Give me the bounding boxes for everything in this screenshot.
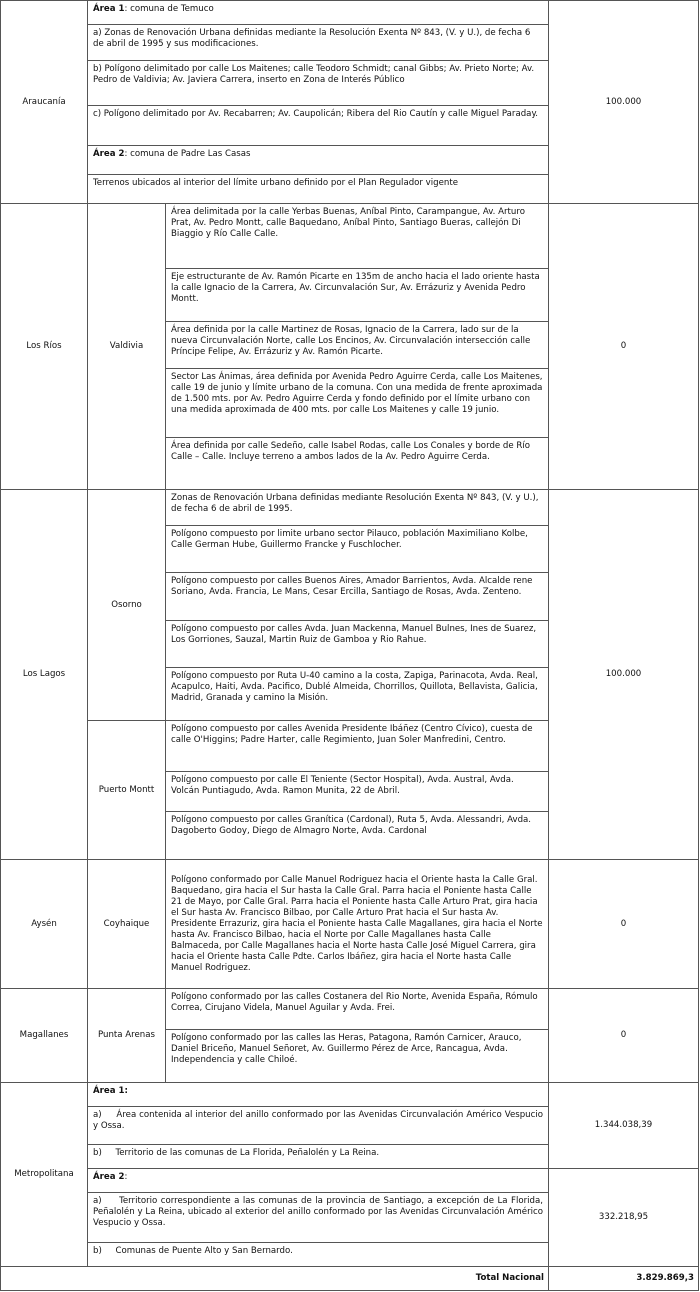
comuna-name xyxy=(87,203,166,490)
area-description xyxy=(165,988,549,1030)
cell-text: Los Ríos xyxy=(26,341,62,351)
area-label: Área 1: xyxy=(93,1086,128,1096)
area-description xyxy=(165,321,549,369)
cell-text: 0 xyxy=(620,918,627,929)
area-description xyxy=(165,572,549,621)
area-description xyxy=(87,1168,549,1193)
comuna-name xyxy=(87,859,166,989)
cell-text: Polígono compuesto por calles Buenos Aires, Amador Barrientos, Avda. Alcalde rene Soriano, Avda. Francia, Le Mans, Cesar Ercilla, Santiago de Rosas, Avda. Zenteno. xyxy=(171,576,533,597)
area-description xyxy=(87,0,549,25)
cell-text: Polígono conformado por las calles las Heras, Patagona, Ramón Carnicer, Arauco, Daniel Briceño, Manuel Señoret, Av. Guillermo Pérez de Arce, Rancagua, Avda. Independencia y calle Chiloé. xyxy=(171,1033,522,1065)
area-description xyxy=(165,368,549,438)
cell-text: Polígono compuesto por calle El Teniente (Sector Hospital), Avda. Austral, Avda. Volcán Puntiagudo, Avda. Ramon Munita, 22 de Abril. xyxy=(171,775,514,796)
cell-text: Área definida por calle Sedeño, calle Isabel Rodas, calle Los Conales y borde de Río Calle – Calle. Incluye terreno a ambos lados de la Av. Pedro Aguirre Cerda. xyxy=(171,441,531,462)
cell-text: Osorno xyxy=(111,599,142,610)
area-description xyxy=(87,1144,549,1169)
area-description xyxy=(87,174,549,205)
region-name xyxy=(0,1082,88,1267)
area-description xyxy=(87,1192,549,1243)
cell-text: 0 xyxy=(620,1030,627,1040)
cell-text: Total Nacional xyxy=(475,1273,544,1283)
cell-text: : comuna de Temuco xyxy=(124,4,214,14)
cell-text: Los Lagos xyxy=(22,669,66,679)
cell-text: a) Territorio correspondiente a las comunas de la provincia de Santiago, a excepción de La Florida, Peñalolén y La Reina, ubicado al exterior del anillo conformado por las Avenidas Circunvalación Américo Vespucio y Ossa. xyxy=(93,1196,546,1228)
region-value xyxy=(548,1082,699,1169)
cell-text: Terrenos ubicados al interior del límite urbano definido por el Plan Regulador vigente xyxy=(93,178,459,188)
region-value xyxy=(548,988,699,1083)
cell-text: Aysén xyxy=(31,918,57,929)
cell-text: : xyxy=(124,1172,128,1182)
area-description xyxy=(87,1106,549,1145)
cell-text: : comuna de Padre Las Casas xyxy=(124,149,251,159)
cell-text: Polígono compuesto por limite urbano sector Pilauco, población Maximiliano Kolbe, Calle German Hube, Guillermo Francke y Fuschlocher. xyxy=(171,529,528,550)
area-description xyxy=(87,1082,549,1107)
area-description xyxy=(87,1242,549,1268)
cell-text: Valdivia xyxy=(109,341,144,351)
cell-text: Metropolitana xyxy=(14,1169,74,1179)
region-value xyxy=(548,859,699,989)
cell-text: b) Polígono delimitado por calle Los Maitenes; calle Teodoro Schmidt; canal Gibbs; Av. Prieto Norte; Av. Pedro de Valdivia; Av. Javiera Carrera, inserto en Zona de Interés Público xyxy=(93,64,535,85)
cell-text: Magallanes xyxy=(19,1030,69,1040)
region-name xyxy=(0,859,88,989)
area-description xyxy=(165,620,549,668)
region-value xyxy=(548,489,699,860)
region-name xyxy=(0,489,88,860)
cell-text: Polígono conformado por las calles Costanera del Rio Norte, Avenida España, Rómulo Correa, Cirujano Videla, Manuel Aguilar y Avda. Frei. xyxy=(171,992,538,1013)
cell-text: Coyhaique xyxy=(103,918,150,929)
cell-text: Sector Las Ánimas, área definida por Avenida Pedro Aguirre Cerda, calle Los Maitenes, calle 19 de junio y límite urbano de la comuna. Con una medida de frente aproximada de 1.500 mts. por Av. Pedro Aguirre Cerda y fondo definido por el límite urbano con una medida aproximada de 400 mts. por calle Los Maitenes y calle 19 junio. xyxy=(171,372,543,415)
area-description xyxy=(165,268,549,322)
region-value xyxy=(548,1168,699,1267)
cell-text: a) Zonas de Renovación Urbana definidas mediante la Resolución Exenta Nº 843, (V. y U.), de fecha 6 de abril de 1995 y sus modificaciones. xyxy=(93,28,531,49)
cell-text: 3.829.869,3 xyxy=(636,1273,694,1283)
area-description xyxy=(87,105,549,146)
area-description xyxy=(87,145,549,175)
cell-text: Polígono compuesto por Ruta U-40 camino a la costa, Zapiga, Parinacota, Avda. Real, Acapulco, Haiti, Avda. Pacifico, Dublé Almeida, Chorrillos, Quillota, Bellavista, Galicia, Madrid, Granada y camino la Misión. xyxy=(171,671,538,703)
area-description xyxy=(165,667,549,722)
area-description xyxy=(165,720,549,772)
total-value xyxy=(548,1266,699,1291)
cell-text: b) Territorio de las comunas de La Florida, Peñalolén y La Reina. xyxy=(93,1148,380,1158)
cell-text: a) Área contenida al interior del anillo conformado por las Avenidas Circunvalación Américo Vespucio y Ossa. xyxy=(93,1110,546,1131)
region-name xyxy=(0,0,88,204)
cell-text: Polígono compuesto por calles Avda. Juan Mackenna, Manuel Bulnes, Ines de Suarez, Los Gorriones, Sauzal, Martin Ruiz de Gamboa y Rio Rahue. xyxy=(171,624,537,645)
area-description xyxy=(165,437,549,491)
cell-text: c) Polígono delimitado por Av. Recabarren; Av. Caupolicán; Ribera del Rio Cautín y calle Miguel Paraday. xyxy=(93,109,539,119)
area-description xyxy=(165,489,549,526)
cell-text: Área delimitada por la calle Yerbas Buenas, Aníbal Pinto, Carampangue, Av. Arturo Prat, Av. Pedro Montt, calle Baquedano, Aníbal Pinto, Santiago Bueras, callejón Di Biaggio y Río Calle Calle. xyxy=(171,207,525,239)
comuna-name xyxy=(87,489,166,721)
cell-text: Punta Arenas xyxy=(98,1030,155,1040)
region-name xyxy=(0,203,88,490)
total-label xyxy=(0,1266,549,1291)
cell-text: 0 xyxy=(620,341,627,351)
cell-text: Eje estructurante de Av. Ramón Picarte en 135m de ancho hacia el lado oriente hasta la calle Ignacio de la Carrera, Av. Circunvalación Sur, Av. Errázuriz y Avenida Pedro Montt. xyxy=(171,272,540,304)
region-name xyxy=(0,988,88,1083)
area-description xyxy=(87,24,549,61)
cell-text: Puerto Montt xyxy=(98,784,155,795)
area-description xyxy=(165,203,549,269)
area-description xyxy=(165,1029,549,1084)
cell-text: Araucanía xyxy=(22,96,66,107)
area-description xyxy=(165,525,549,573)
area-label: Área 2 xyxy=(93,1172,125,1182)
cell-text: 1.344.038,39 xyxy=(594,1120,653,1130)
cell-text: Área definida por la calle Martinez de Rosas, Ignacio de la Carrera, lado sur de la nueva Circunvalación Norte, calle Los Encinos, Av. Circunvalación intersección calle Príncipe Felipe, Av. Errázuriz y Av. Ramón Picarte. xyxy=(171,325,531,357)
cell-text: b) Comunas de Puente Alto y San Bernardo. xyxy=(93,1246,293,1256)
cell-text: 100.000 xyxy=(605,96,642,107)
cell-text: Polígono compuesto por calles Avenida Presidente Ibáñez (Centro Cívico), cuesta de calle O'Higgins; Padre Harter, calle Regimiento, Juan Soler Manfredini, Centro. xyxy=(171,724,533,745)
area-label: Área 1 xyxy=(93,4,125,14)
cell-text: 332.218,95 xyxy=(598,1212,649,1222)
region-value xyxy=(548,0,699,204)
cell-text: Zonas de Renovación Urbana definidas mediante Resolución Exenta Nº 843, (V. y U.), de fecha 6 de abril de 1995. xyxy=(171,493,539,514)
area-label: Área 2 xyxy=(93,149,125,159)
comuna-name xyxy=(87,720,166,860)
area-description xyxy=(165,771,549,812)
region-value xyxy=(548,203,699,490)
cell-text: Polígono compuesto por calles Granítica (Cardonal), Ruta 5, Avda. Alessandri, Avda. Dagoberto Godoy, Diego de Almagro Norte, Avda. Cardonal xyxy=(171,815,532,836)
cell-text: Polígono conformado por Calle Manuel Rodriguez hacia el Oriente hasta la Calle Gral. Baquedano, gira hacia el Sur hasta la Calle Gral. Parra hacia el Poniente hasta Calle 21 de Mayo, por Calle Gral. Parra hacia el Poniente hasta Calle Arturo Prat, gira hacia el Sur hasta Av. Francisco Bilbao, por Calle Arturo Prat hacia el Sur hasta Av. Presidente Errazuriz, gira hacia el Poniente hasta Calle Magallanes, gira hacia el Norte hasta Av. Francisco Bilbao, hacia el Norte por Calle Magallanes hasta Calle Balmaceda, por Calle Magallanes hacia el Norte hasta Calle José Miguel Carrera, gira hacia el Oriente hasta Calle Pdte. Carlos Ibáñez, gira hacia el Norte hasta Calle Manuel Rodriguez. xyxy=(171,874,543,973)
area-description xyxy=(165,811,549,861)
area-description xyxy=(87,60,549,106)
cell-text: 100.000 xyxy=(605,669,642,679)
comuna-name xyxy=(87,988,166,1083)
area-description xyxy=(165,859,549,989)
